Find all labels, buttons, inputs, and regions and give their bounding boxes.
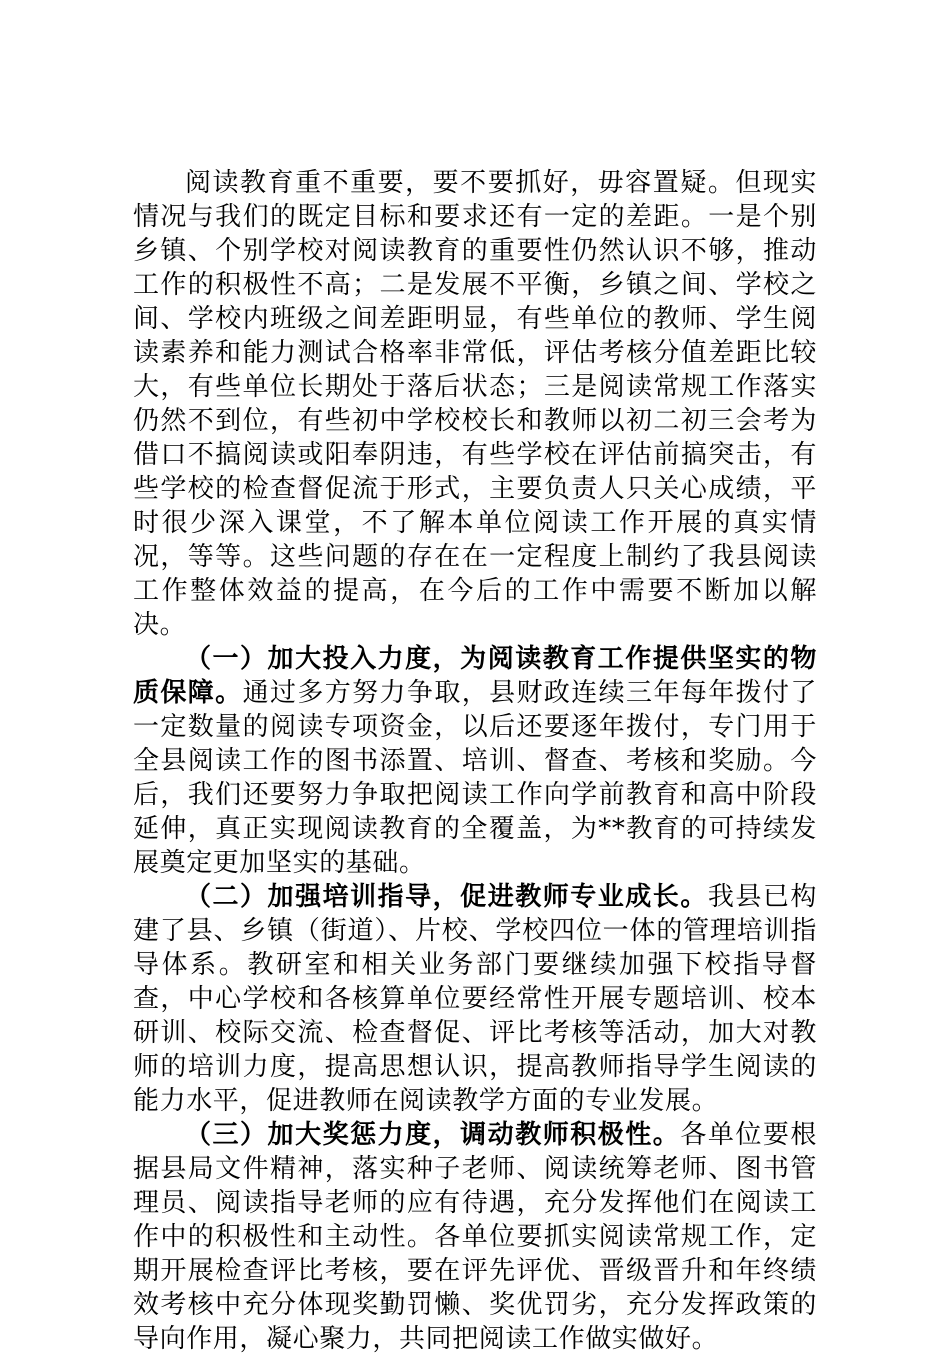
paragraph-body: 我县已构建了县、乡镇（街道）、片校、学校四位一体的管理培训指导体系。教研室和相关业务部门要继续加强下校指导督查，中心学校和各核算单位要经常性开展专题培训、校本研训、校际交流、检查督促、评比考核等活动，加大对教师的培训力度，提高思想认识，提高教师指导学生阅读的能力水平，促进教师在阅读教学方面的专业发展。 xyxy=(133,882,817,1116)
paragraph-incentives xyxy=(133,1118,817,1356)
paragraph-body: 阅读教育重不重要，要不要抓好，毋容置疑。但现实情况与我们的既定目标和要求还有一定的差距。一是个别乡镇、个别学校对阅读教育的重要性仍然认识不够，推动工作的积极性不高；二是发展不平衡，乡镇之间、学校之间、学校内班级之间差距明显，有些单位的教师、学生阅读素养和能力测试合格率非常低，评估考核分值差距比较大，有些单位长期处于落后状态；三是阅读常规工作落实仍然不到位，有些初中学校校长和教师以初二初三会考为借口不搞阅读或阳奉阴违，有些学校在评估前搞突击，有些学校的检查督促流于形式，主要负责人只关心成绩，平时很少深入课堂，不了解本单位阅读工作开展的真实情况，等等。这些问题的存在在一定程度上制约了我县阅读工作整体效益的提高，在今后的工作中需要不断加以解决。 xyxy=(133,168,817,640)
paragraph-body: 通过多方努力争取，县财政连续三年每年拨付了一定数量的阅读专项资金，以后还要逐年拨付，专门用于全县阅读工作的图书添置、培训、督查、考核和奖励。今后，我们还要努力争取把阅读工作向学前教育和高中阶段延伸，真正实现阅读教育的全覆盖，为**教育的可持续发展奠定更加坚实的基础。 xyxy=(133,678,817,878)
paragraph-body: 各单位要根据县局文件精神，落实种子老师、阅读统筹老师、图书管理员、阅读指导老师的应有待遇，充分发挥他们在阅读工作中的积极性和主动性。各单位要抓实阅读常规工作，定期开展检查评比考核，要在评先评优、晋级晋升和年终绩效考核中充分体现奖勤罚懒、奖优罚劣，充分发挥政策的导向作用，凝心聚力，共同把阅读工作做实做好。 xyxy=(133,1120,817,1354)
paragraph-problems xyxy=(133,166,817,642)
section-heading: （二）加强培训指导，促进教师专业成长。 xyxy=(185,882,708,912)
paragraph-investment xyxy=(133,642,817,880)
section-heading: （三）加大奖惩力度，调动教师积极性。 xyxy=(185,1120,681,1150)
paragraph-training xyxy=(133,880,817,1118)
section-heading: （一）加大投入力度，为阅读教育工作提供坚实的物质保障。 xyxy=(133,644,817,708)
document-page xyxy=(133,166,817,1356)
